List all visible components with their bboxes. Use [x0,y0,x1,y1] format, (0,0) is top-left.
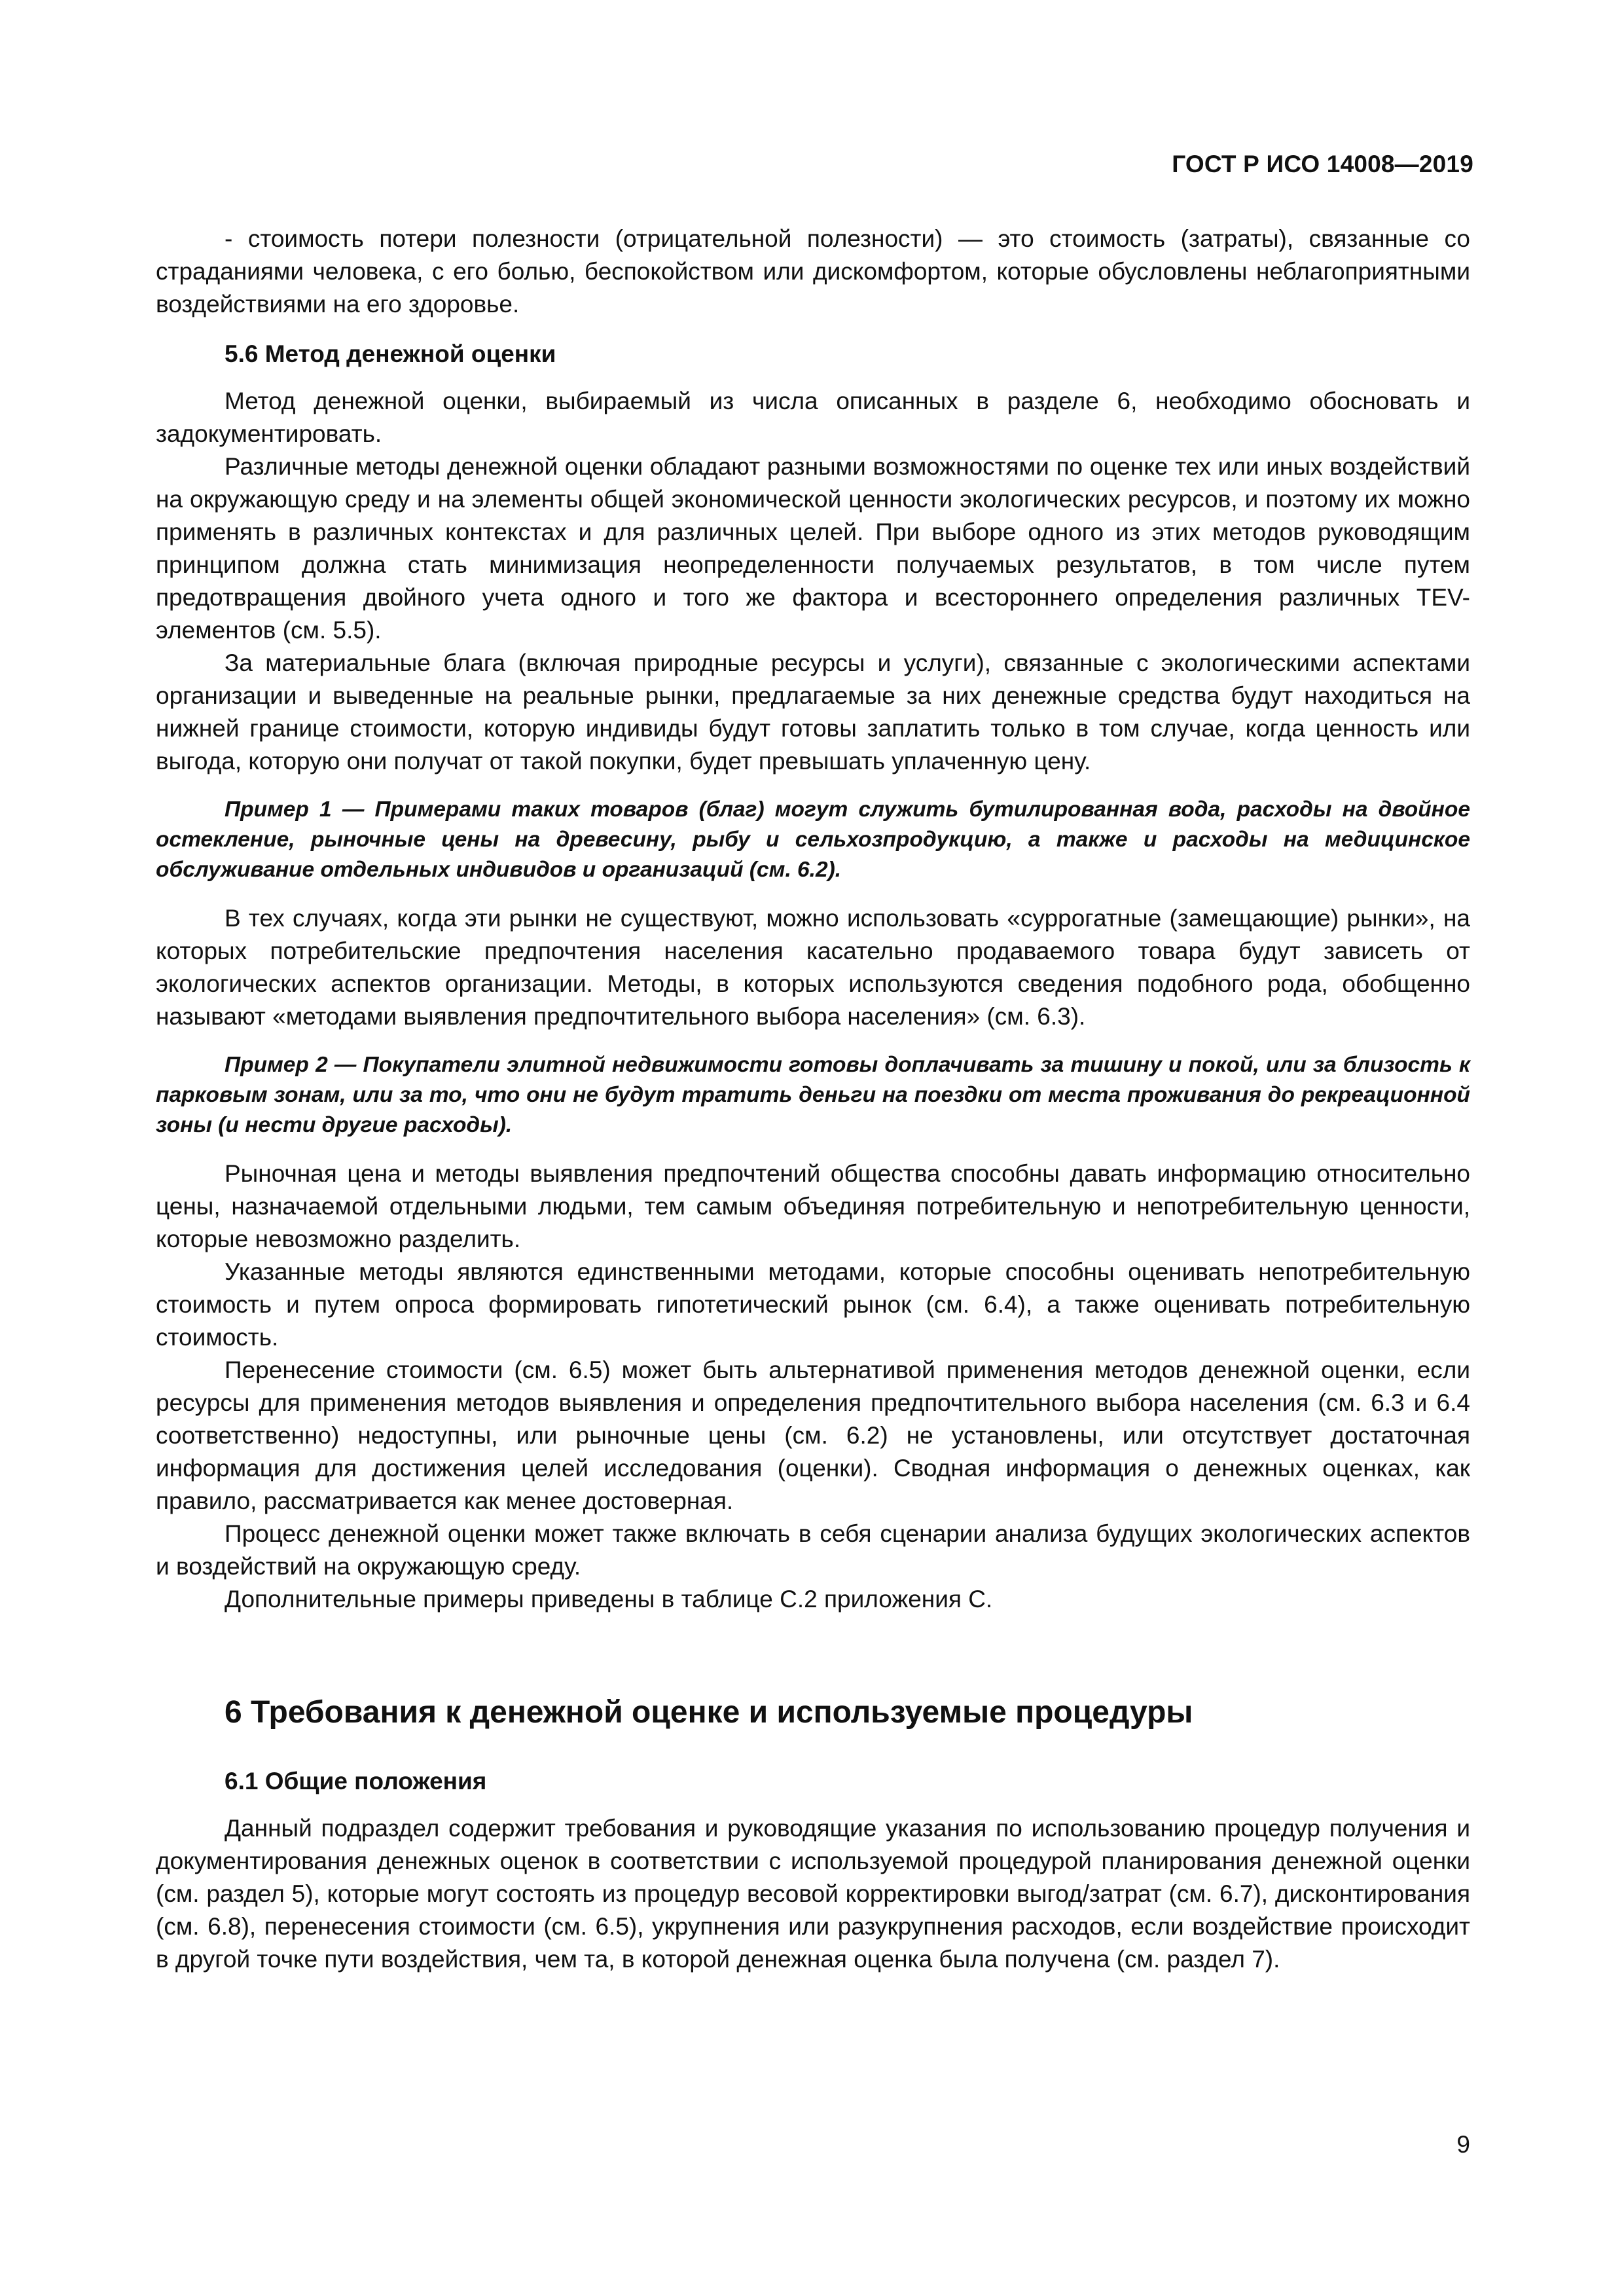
document-header-id: ГОСТ Р ИСО 14008—2019 [1172,151,1473,177]
paragraph-additional-examples: Дополнительные примеры приведены в таблице С.2 приложения С. [225,1586,993,1613]
paragraph-market-goods: За материальные блага (включая природные ресурсы и услуги), связанные с экологическими аспектами организации и выведенные на реальные рынки, предлагаемые за них денежные средства будут находиться на нижней границе стоимости, которую индивиды будут готовы заплатить только в том случае, когда ценность или выгода, которую они получат от такой покупки, будет превышать уплаченную цену. [156,649,1470,774]
paragraph-value-transfer: Перенесение стоимости (см. 6.5) может быть альтернативой применения методов денежной оценки, если ресурсы для применения методов выявления и определения предпочтительного выбора населения (см. 6.3 и 6.4 соответственно) недоступны, или рыночные цены (см. 6.2) не установлены, или отсутствует достаточная информация для достижения целей исследования (оценки). Сводная информация о денежных оценках, как правило, рассматривается как менее достоверная. [156,1357,1470,1514]
section-heading-6: 6 Требования к денежной оценке и используемые процедуры [225,1695,1193,1730]
paragraph-scenarios: Процесс денежной оценки может также включать в себя сценарии анализа будущих экологических аспектов и воздействий на окружающую среду. [156,1520,1470,1580]
page-number: 9 [1456,2131,1470,2158]
paragraph-disutility-cost: - стоимость потери полезности (отрицательной полезности) — это стоимость (затраты), связанные со страданиями человека, с его болью, беспокойством или дискомфортом, которые обусловлены неблагоприятными воздействиями на его здоровье. [156,225,1470,318]
example-2: Пример 2 — Покупатели элитной недвижимости готовы доплачивать за тишину и покой, или за близость к парковым зонам, или за то, что они не будут тратить деньги на поездки от места проживания до рекреационной зоны (и нести другие расходы). [156,1053,1470,1137]
paragraph-methods-capabilities: Различные методы денежной оценки обладают разными возможностями по оценке тех или иных воздействий на окружающую среду и на элементы общей экономической ценности экологических ресурсов, и поэтому их можно применять в различных контекстах и для различных целей. При выборе одного из этих методов руководящим принципом должна стать минимизация неопределенности получаемых результатов, в том числе путем предотвращения двойного учета одного и того же фактора и всестороннего определения различных TEV-элементов (см. 5.5). [156,453,1470,644]
paragraph-method-choice: Метод денежной оценки, выбираемый из числа описанных в разделе 6, необходимо обосновать и задокументировать. [156,388,1470,447]
section-heading-5-6: 5.6 Метод денежной оценки [225,340,556,367]
example-1: Пример 1 — Примерами таких товаров (благ) могут служить бутилированная вода, расходы на двойное остекление, рыночные цены на древесину, рыбу и сельхозпродукцию, а также и расходы на медицинское обслуживание отдельных индивидов и организаций (см. 6.2). [156,797,1470,882]
paragraph-stated-methods: Указанные методы являются единственными методами, которые способны оценивать непотребительную стоимость и путем опроса формировать гипотетический рынок (см. 6.4), а также оценивать потребительную стоимость. [156,1258,1470,1351]
page-content [156,223,1470,1976]
paragraph-surrogate-markets: В тех случаях, когда эти рынки не существуют, можно использовать «суррогатные (замещающие) рынки», на которых потребительские предпочтения населения касательно продаваемого товара будут зависеть от экологических аспектов организации. Методы, в которых используются сведения подобного рода, обобщенно называют «методами выявления предпочтительного выбора населения» (см. 6.3). [156,905,1470,1030]
paragraph-market-price-methods: Рыночная цена и методы выявления предпочтений общества способны давать информацию относительно цены, назначаемой отдельными людьми, тем самым объединяя потребительную и непотребительную ценности, которые невозможно разделить. [156,1160,1470,1252]
section-heading-6-1: 6.1 Общие положения [225,1768,487,1795]
paragraph-general-provisions: Данный подраздел содержит требования и руководящие указания по использованию процедур получения и документирования денежных оценок в соответствии с используемой процедурой планирования денежной оценки (см. раздел 5), которые могут состоять из процедур весовой корректировки выгод/затрат (см. 6.7), дисконтирования (см. 6.8), перенесения стоимости (см. 6.5), укрупнения или разукрупнения расходов, если воздействие происходит в другой точке пути воздействия, чем та, в которой денежная оценка была получена (см. раздел 7). [156,1815,1470,1973]
